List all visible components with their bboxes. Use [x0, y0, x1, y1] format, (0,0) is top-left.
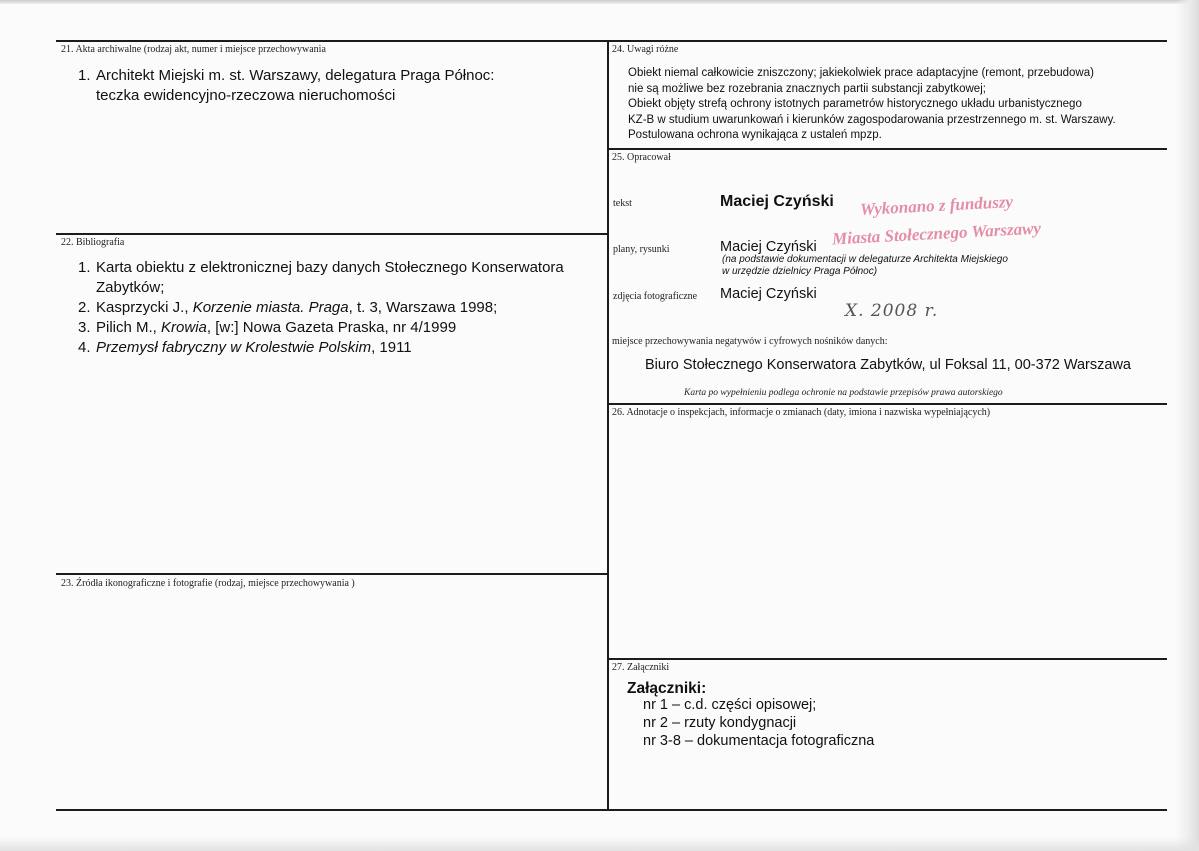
bibliography-item-3: [78, 318, 578, 338]
plany-label: plany, rysunki: [613, 244, 670, 255]
attachment-item: nr 3-8 – dokumentacja fotograficzna: [643, 733, 875, 749]
center-divider-line: [607, 40, 609, 811]
zdjecia-author: Maciej Czyński: [720, 286, 817, 302]
bibliography-item-title: Korzenie miasta. Praga: [192, 299, 349, 316]
archive-item-line1: Architekt Miejski m. st. Warszawy, delegatura Praga Północ:: [96, 67, 495, 84]
bibliography-item-details: , 1911: [371, 339, 412, 356]
plany-note: [722, 254, 1008, 278]
section-23-label: 23. Źródła ikonograficzne i fotografie (rodzaj, miejsce przechowywania ): [61, 578, 355, 589]
archive-item-1: [78, 66, 598, 106]
bibliography-item-title: Krowia: [161, 319, 207, 336]
attachments-heading: Załączniki:: [627, 680, 707, 697]
bibliography-item-2: [78, 298, 578, 318]
bibliography-item-title: Przemysł fabryczny w Krolestwie Polskim: [96, 339, 372, 356]
plany-note-line2: w urzędzie dzielnicy Praga Północ): [722, 266, 878, 277]
remarks-line: Postulowana ochrona wynikająca z ustaleń mpzp.: [628, 129, 882, 141]
copyright-note: Karta po wypełnieniu podlega ochronie na podstawie przepisów prawa autorskiego: [684, 388, 1003, 398]
attachment-item: nr 2 – rzuty kondygnacji: [643, 715, 797, 731]
divider-22-23: [56, 573, 608, 575]
plany-author: Maciej Czyński: [720, 239, 817, 255]
section-21-label: 21. Akta archiwalne (rodzaj akt, numer i miejsce przechowywania: [61, 44, 326, 55]
divider-26-27: [608, 658, 1167, 660]
section-24-label: 24. Uwagi różne: [612, 44, 679, 55]
zdjecia-label: zdjęcia fotograficzne: [613, 291, 698, 302]
bibliography-item-text: Karta obiektu z elektronicznej bazy danych Stołecznego Konserwatora Zabytków;: [96, 259, 564, 296]
bottom-border-line: [56, 809, 1167, 811]
bibliography-item-number: 4.: [78, 339, 91, 356]
remarks-line: Obiekt objęty strefą ochrony istotnych parametrów historycznego układu urbanistycznego: [628, 98, 1082, 110]
plany-note-line1: (na podstawie dokumentacji w delegaturze Architekta Miejskiego: [722, 254, 1008, 265]
archive-item-line2: teczka ewidencyjno-rzeczowa nieruchomości: [96, 87, 396, 104]
archive-item-number: 1.: [78, 67, 91, 84]
section-27-label: 27. Załączniki: [612, 662, 670, 673]
bibliography-item-number: 2.: [78, 299, 91, 316]
divider-24-25: [608, 148, 1167, 150]
section-22-content: [78, 258, 578, 358]
funding-stamp-line1: Wykonano z funduszy: [859, 192, 1014, 219]
remarks-line: KZ-B w studium uwarunkowań i kierunków zagospodarowania przestrzennego m. st. Warszawy.: [628, 113, 1116, 126]
scan-edge-right: [1175, 0, 1199, 851]
section-26-label: 26. Adnotacje o inspekcjach, informacje o zmianach (daty, imiona i nazwiska wypełniających): [612, 407, 991, 418]
bibliography-item-author: Pilich M.,: [96, 319, 162, 336]
remarks-line: nie są możliwe bez rozebrania znacznych partii substancji zabytkowej;: [628, 82, 986, 95]
storage-label: miejsce przechowywania negatywów i cyfrowych nośników danych:: [612, 336, 888, 347]
scan-edge-top: [0, 0, 1199, 4]
storage-address: Biuro Stołecznego Konserwatora Zabytków, ul Foksal 11, 00-372 Warszawa: [645, 357, 1131, 373]
funding-stamp-line2: Miasta Stołecznego Warszawy: [831, 218, 1042, 249]
divider-21-22: [56, 233, 608, 235]
bibliography-item-details: , [w:] Nowa Gazeta Praska, nr 4/1999: [206, 319, 457, 336]
top-border-line: [56, 40, 1167, 42]
tekst-label: tekst: [613, 198, 632, 209]
section-22-label: 22. Bibliografia: [61, 237, 125, 248]
bibliography-item-number: 3.: [78, 319, 91, 336]
bibliography-item-details: , t. 3, Warszawa 1998;: [348, 299, 498, 316]
handwritten-date: X. 2008 r.: [845, 301, 939, 321]
bibliography-item-4: [78, 338, 578, 358]
section-24-content: [628, 66, 1158, 144]
section-21-content: [78, 66, 598, 106]
bibliography-item-1: [78, 258, 578, 298]
attachment-item: nr 1 – c.d. części opisowej;: [643, 697, 817, 713]
tekst-author: Maciej Czyński: [720, 193, 834, 210]
remarks-line: Obiekt niemal całkowicie zniszczony; jakiekolwiek prace adaptacyjne (remont, przebudowa): [628, 67, 1094, 79]
scan-edge-bottom: [0, 837, 1199, 851]
bibliography-item-number: 1.: [78, 259, 91, 276]
section-25-label: 25. Opracował: [612, 152, 671, 163]
bibliography-item-author: Kasprzycki J.,: [96, 299, 193, 316]
attachments-list: [643, 696, 874, 750]
divider-25-26: [608, 403, 1167, 405]
